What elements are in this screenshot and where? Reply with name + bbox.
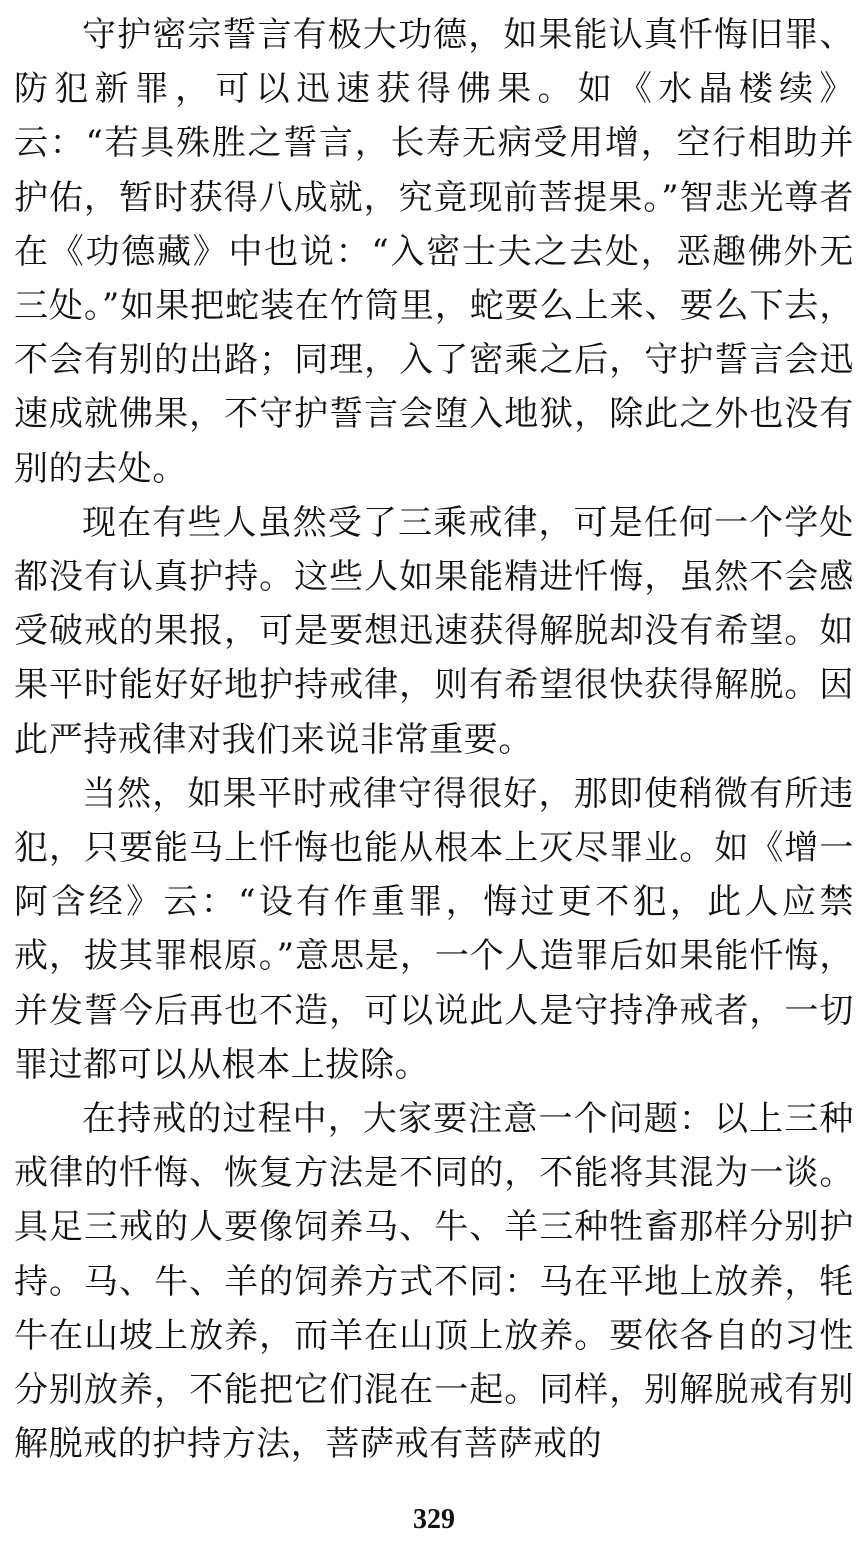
paragraph-3: 当然，如果平时戒律守得很好，那即使稍微有所违犯，只要能马上忏悔也能从根本上灭尽罪业。如《增一阿含经》云：“设有作重罪，悔过更不犯，此人应禁戒，拔其罪根原。”意思是，一个人造罪后如果能忏悔，并发誓今后再也不造，可以说此人是守持净戒者，一切罪过都可以从根本上拔除。 (14, 773, 854, 1085)
paragraph-4: 在持戒的过程中，大家要注意一个问题：以上三种戒律的忏悔、恢复方法是不同的，不能将其混为一谈。具足三戒的人要像饲养马、牛、羊三种牲畜那样分别护持。马、牛、羊的饲养方式不同：马在平地上放养，牦牛在山坡上放养，而羊在山顶上放养。要依各自的习性分别放养，不能把它们混在一起。同样，别解脱戒有别解脱戒的护持方法，菩萨戒有菩萨戒的 (14, 1099, 854, 1465)
paragraph-2: 现在有些人虽然受了三乘戒律，可是任何一个学处都没有认真护持。这些人如果能精进忏悔，虽然不会感受破戒的果报，可是要想迅速获得解脱却没有希望。如果平时能好好地护持戒律，则有希望很快获得解脱。因此严持戒律对我们来说非常重要。 (14, 502, 854, 760)
paragraph-1: 守护密宗誓言有极大功德，如果能认真忏悔旧罪、防犯新罪，可以迅速获得佛果。如《水晶楼续》云：“若具殊胜之誓言，长寿无病受用增，空行相助并护佑，暂时获得八成就，究竟现前菩提果。”智悲光尊者在《功德藏》中也说：“入密士夫之去处，恶趣佛外无三处。”如果把蛇装在竹筒里，蛇要么上来、要么下去，不会有别的出路；同理，入了密乘之后，守护誓言会迅速成就佛果，不守护誓言会堕入地狱，除此之外也没有别的去处。 (14, 15, 854, 489)
page-body (14, 8, 854, 1471)
page-number: 329 (413, 1504, 455, 1535)
